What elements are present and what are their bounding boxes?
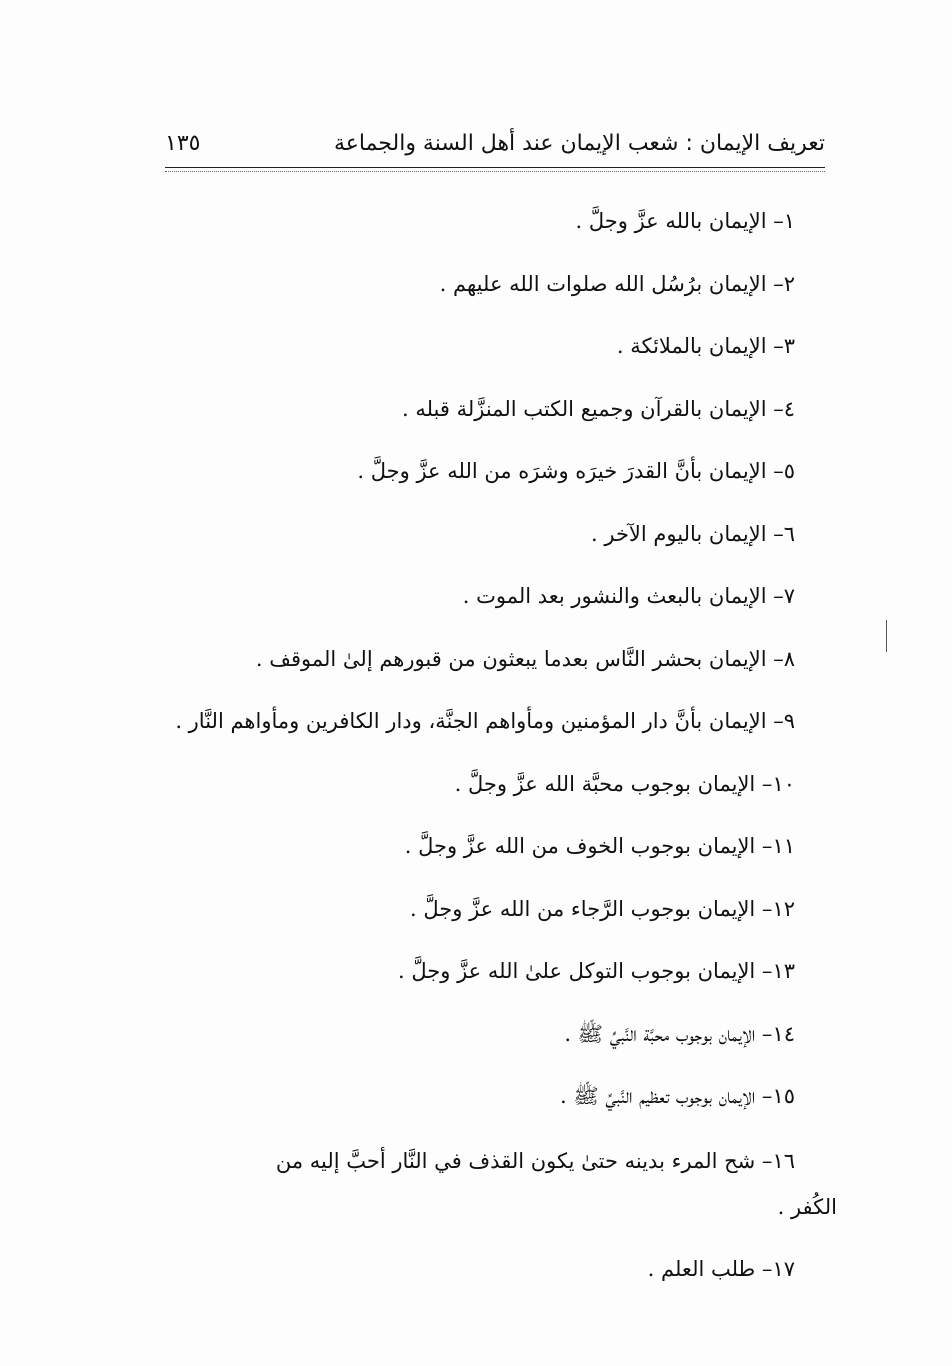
list-item: ١١– الإيمان بوجوب الخوف من الله عزَّ وجلَّ . — [404, 834, 795, 858]
branches-list — [160, 190, 837, 1300]
header-title: تعريف الإيمان : شعب الإيمان عند أهل السنة والجماعة — [333, 131, 825, 156]
list-item: ١٧– طلب العلم . — [647, 1256, 795, 1281]
list-item: ٩– الإيمان بأنَّ دار المؤمنين ومأواهم الجنَّة، ودار الكافرين ومأواهم النَّار . — [175, 709, 795, 733]
list-item: ١٥– الإيمان بوجوب تعظيم النَّبيِّ ﷺ . — [560, 1084, 795, 1108]
margin-mark — [886, 620, 887, 652]
page-number: ١٣٥ — [165, 131, 201, 156]
list-item: ١– الإيمان بالله عزَّ وجلَّ . — [575, 209, 795, 233]
list-item: ٤– الإيمان بالقرآن وجميع الكتب المنزَّلة قبله . — [401, 396, 795, 421]
list-item: ١٣– الإيمان بوجوب التوكل علىٰ الله عزَّ وجلَّ . — [398, 959, 795, 983]
list-item-line-2: الكُفر . — [777, 1194, 837, 1219]
list-item: ١٤– الإيمان بوجوب محبَّة النَّبيِّ ﷺ . — [564, 1021, 795, 1046]
list-item: ٢– الإيمان برُسُل الله صلوات الله عليهم . — [439, 271, 795, 296]
list-item: ٧– الإيمان بالبعث والنشور بعد الموت . — [462, 584, 795, 608]
header-rule-dotted — [165, 171, 825, 172]
header-rule — [165, 167, 825, 168]
list-item-wrapped — [160, 1128, 837, 1238]
list-item: ٨– الإيمان بحشر النَّاس بعدما يبعثون من قبورهم إلىٰ الموقف . — [255, 646, 795, 671]
running-header — [165, 128, 825, 164]
list-item-line-1: ١٦– شح المرء بدينه حتىٰ يكون القذف في النَّار أحبَّ إليه من — [275, 1148, 795, 1173]
list-item: ٥– الإيمان بأنَّ القدرَ خيرَه وشرَه من الله عزَّ وجلَّ . — [357, 459, 795, 483]
list-item: ١٢– الإيمان بوجوب الرَّجاء من الله عزَّ وجلَّ . — [410, 896, 795, 921]
list-item: ٣– الإيمان بالملائكة . — [616, 334, 795, 358]
list-item: ١٠– الإيمان بوجوب محبَّة الله عزَّ وجلَّ . — [454, 771, 795, 796]
list-item: ٦– الإيمان باليوم الآخر . — [591, 521, 795, 546]
